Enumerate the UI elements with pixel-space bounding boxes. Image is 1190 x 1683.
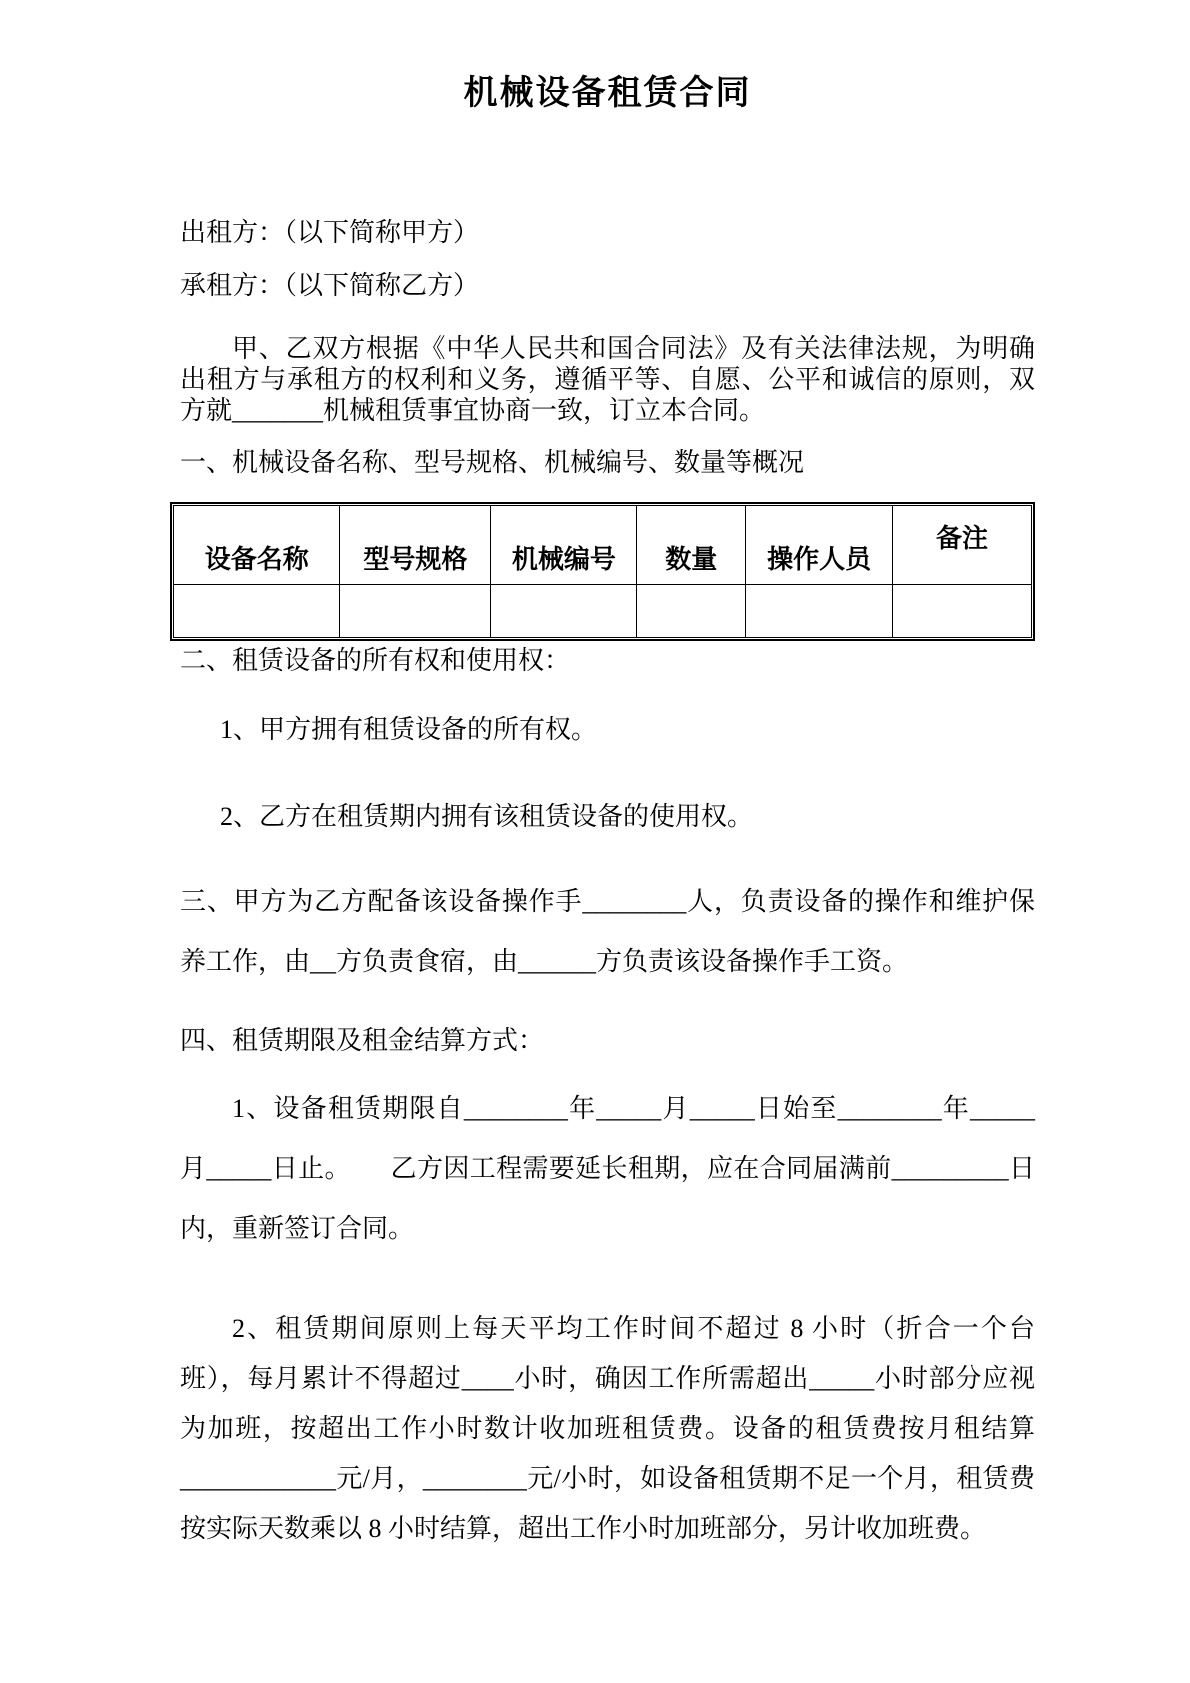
section-four-heading: 四、租赁期限及租金结算方式： <box>180 1026 545 1055</box>
cell-operators <box>746 585 893 638</box>
col-header-machine-number: 机械编号 <box>491 506 637 585</box>
col-header-remarks: 备注 <box>892 506 1031 585</box>
lessor-line: 出租方：（以下简称甲方） <box>180 218 480 247</box>
section-four-item-2: 2、租赁期间原则上每天平均工作时间不超过 8 小时（折合一个台班），每月累计不得超过____小时，确因工作所需超出_____小时部分应视为加班，按超出工作小时数计收加班租赁费。设备的租赁费按月租结算____________元/月，________元/小时，如设备租赁期不足一个月，租赁费按实际天数乘以 8 小时结算，超出工作小时加班部分，另计收加班费。 <box>180 1314 1035 1543</box>
col-header-operators: 操作人员 <box>746 506 893 585</box>
document-title: 机械设备租赁合同 <box>463 74 752 112</box>
section-two-item-2: 2、乙方在租赁期内拥有该租赁设备的使用权。 <box>220 802 754 831</box>
equipment-table-empty-row <box>174 585 1032 638</box>
cell-equipment-name <box>174 585 340 638</box>
cell-quantity <box>637 585 746 638</box>
col-header-equipment-name: 设备名称 <box>174 506 340 585</box>
lessee-line: 承租方：（以下简称乙方） <box>180 271 480 300</box>
section-two-item-1: 1、甲方拥有租赁设备的所有权。 <box>220 715 598 744</box>
preamble-paragraph: 甲、乙双方根据《中华人民共和国合同法》及有关法律法规，为明确出租方与承租方的权利和义务，遵循平等、自愿、公平和诚信的原则，双方就_______机械租赁事宜协商一致，订立本合同。 <box>180 334 1035 425</box>
section-four-item-1: 1、设备租赁期限自________年_____月_____日始至________年_____月_____日止。 乙方因工程需要延长租期，应在合同届满前_________日内，重新签订合同。 <box>180 1094 1035 1243</box>
section-two-heading: 二、租赁设备的所有权和使用权： <box>180 646 571 675</box>
equipment-table <box>173 505 1032 638</box>
cell-model-spec <box>340 585 491 638</box>
col-header-quantity: 数量 <box>637 506 746 585</box>
section-three-paragraph: 三、甲方为乙方配备该设备操作手________人，负责设备的操作和维护保养工作，由__方负责食宿，由______方负责该设备操作手工资。 <box>180 887 1035 976</box>
section-one-heading: 一、机械设备名称、型号规格、机械编号、数量等概况 <box>180 448 805 477</box>
cell-machine-number <box>491 585 637 638</box>
col-header-model-spec: 型号规格 <box>340 506 491 585</box>
equipment-table-border <box>170 502 1035 641</box>
cell-remarks <box>892 585 1031 638</box>
equipment-table-header-row <box>174 506 1032 585</box>
